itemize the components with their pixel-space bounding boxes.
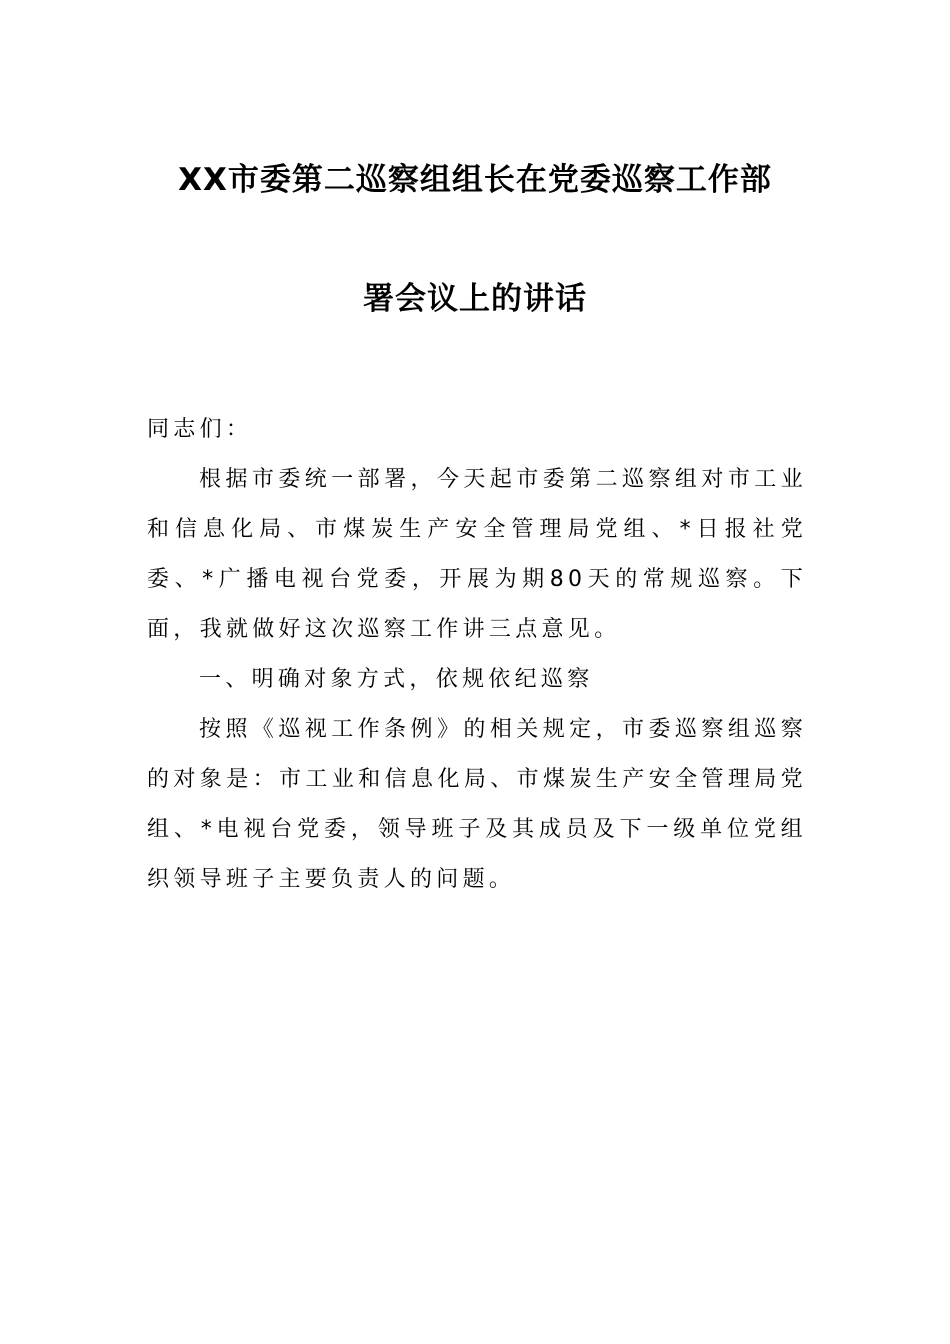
document-title-line-1: XX市委第二巡察组组长在党委巡察工作部 <box>178 162 772 198</box>
section-heading-1: 一、明确对象方式，依规依纪巡察 <box>199 667 594 692</box>
paragraph-inspection-targets: 按照《巡视工作条例》的相关规定，市委巡察组巡察的对象是：市工业和信息化局、市煤炭生产安全管理局党组、*电视台党委，领导班子及其成员及下一级单位党组织领导班子主要负责人的问题。 <box>147 717 807 892</box>
document-title-line-2: 署会议上的讲话 <box>363 281 587 317</box>
salutation: 同志们： <box>147 417 253 442</box>
paragraph-intro: 根据市委统一部署，今天起市委第二巡察组对市工业和信息化局、市煤炭生产安全管理局党组、*日报社党委、*广播电视台党委，开展为期80天的常规巡察。下面，我就做好这次巡察工作讲三点意见。 <box>147 467 807 642</box>
